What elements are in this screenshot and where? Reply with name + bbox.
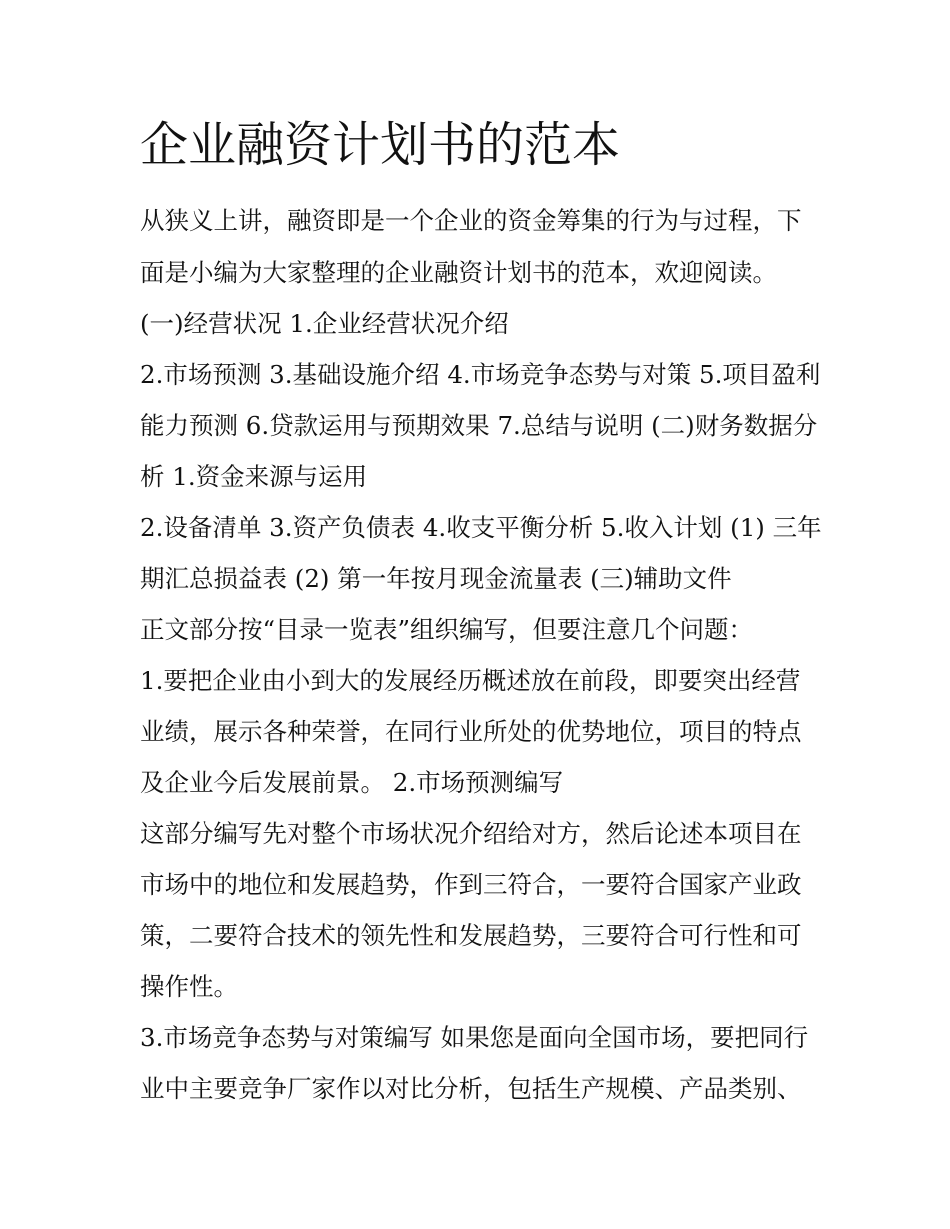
body-line: 策，二要符合技术的领先性和发展趋势，三要符合可行性和可 <box>140 921 802 950</box>
body-line: 期汇总损益表 (2) 第一年按月现金流量表 (三)辅助文件 <box>140 564 732 593</box>
body-line: 及企业今后发展前景。 2.市场预测编写 <box>140 768 564 797</box>
body-line: 面是小编为大家整理的企业融资计划书的范本，欢迎阅读。 <box>140 258 777 287</box>
body-line: 从狭义上讲，融资即是一个企业的资金筹集的行为与过程，下 <box>140 206 802 235</box>
body-line: 3.市场竞争态势与对策编写 如果您是面向全国市场，要把同行 <box>140 1023 809 1052</box>
body-line: 2.设备清单 3.资产负债表 4.收支平衡分析 5.收入计划 (1) 三年 <box>140 513 822 542</box>
body-line: 这部分编写先对整个市场状况介绍给对方，然后论述本项目在 <box>140 819 802 848</box>
body-line: 能力预测 6.贷款运用与预期效果 7.总结与说明 (二)财务数据分 <box>140 411 818 440</box>
body-line: (一)经营状况 1.企业经营状况介绍 <box>140 309 509 338</box>
body-line: 2.市场预测 3.基础设施介绍 4.市场竞争态势与对策 5.项目盈利 <box>140 360 821 389</box>
document-title: 企业融资计划书的范本 <box>140 117 621 173</box>
body-line: 业绩，展示各种荣誉，在同行业所处的优势地位，项目的特点 <box>140 717 802 746</box>
body-line: 业中主要竞争厂家作以对比分析，包括生产规模、产品类别、 <box>140 1074 802 1103</box>
body-line: 正文部分按“目录一览表”组织编写，但要注意几个问题： <box>140 615 754 644</box>
body-line: 市场中的地位和发展趋势，作到三符合，一要符合国家产业政 <box>140 870 802 899</box>
body-line: 1.要把企业由小到大的发展经历概述放在前段，即要突出经营 <box>140 666 801 695</box>
body-line: 析 1.资金来源与运用 <box>140 462 368 491</box>
body-line: 操作性。 <box>140 972 238 1001</box>
